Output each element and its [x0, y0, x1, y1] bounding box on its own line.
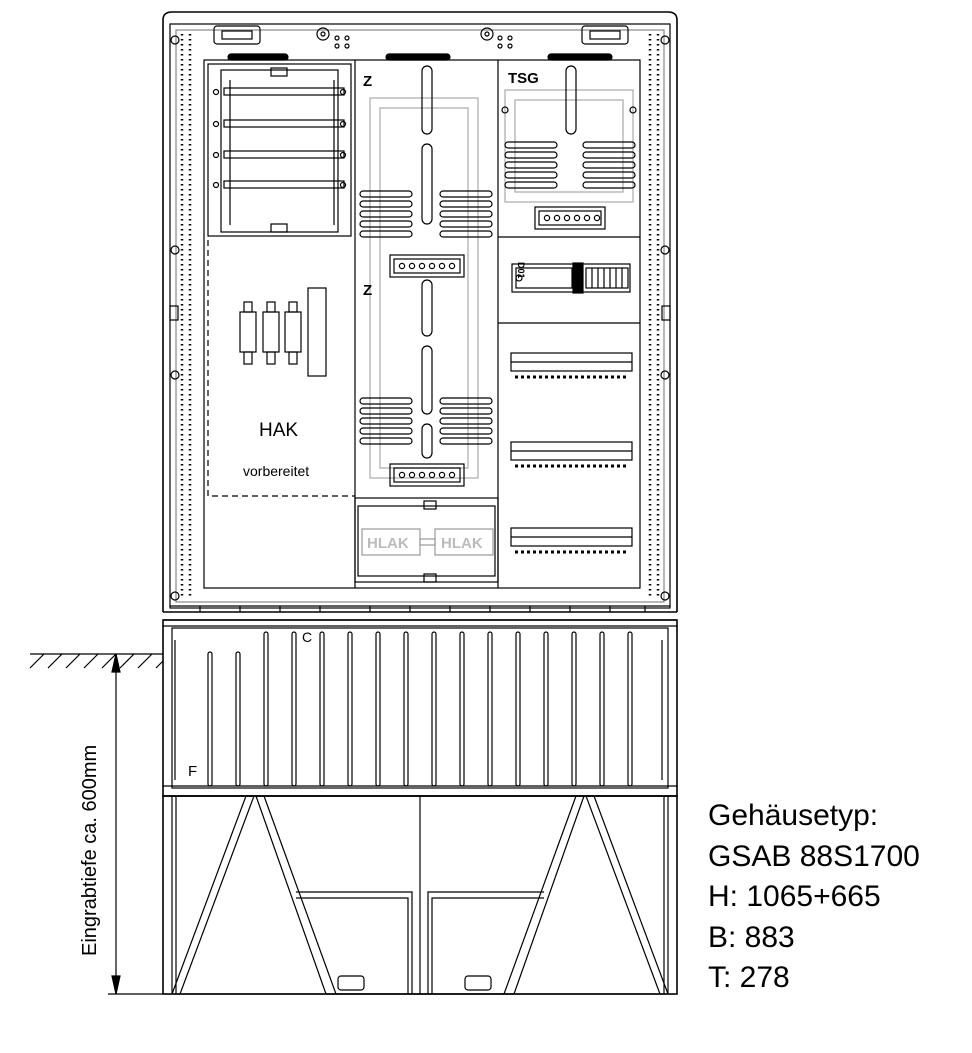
meter-label-top: Z [363, 73, 373, 90]
hak-area [208, 240, 355, 496]
spec-height: H: 1065+665 [708, 880, 881, 913]
device-rail-d01 [512, 263, 630, 293]
spec-model: GSAB 88S1700 [708, 839, 920, 873]
hak-note-label: vorbereitet [243, 463, 310, 479]
distribution-rails [511, 353, 632, 552]
marker-f: F [188, 763, 198, 780]
housing-specs [708, 796, 920, 999]
tsg-field [502, 66, 636, 229]
hlak-label-left: HLAK [367, 535, 409, 552]
rail-panel [208, 64, 351, 236]
marker-c: C [302, 629, 313, 645]
tsg-label: TSG [508, 70, 539, 87]
base-vent-slots [208, 632, 632, 786]
base-section [163, 620, 677, 796]
meter-field [360, 66, 492, 486]
spec-width: B: 883 [708, 920, 795, 954]
spec-title: Gehäusetyp: [708, 799, 879, 832]
meter-label-bottom: Z [363, 282, 373, 299]
foundation [163, 796, 677, 994]
top-hinges [214, 26, 628, 60]
spec-depth: T: 278 [708, 961, 790, 994]
depth-label: Eingrabtiefe ca. 600mm [79, 744, 101, 956]
ground-line [30, 654, 163, 668]
depth-dimension [108, 654, 163, 994]
meter-terminal-block-bottom [390, 464, 464, 486]
hlak-label-right: HLAK [441, 535, 483, 552]
transition-strip [163, 606, 677, 626]
side-rails [170, 34, 670, 600]
hak-label: HAK [259, 420, 299, 441]
meter-terminal-block-top [390, 255, 464, 277]
device-code-label: D01 [516, 262, 526, 279]
